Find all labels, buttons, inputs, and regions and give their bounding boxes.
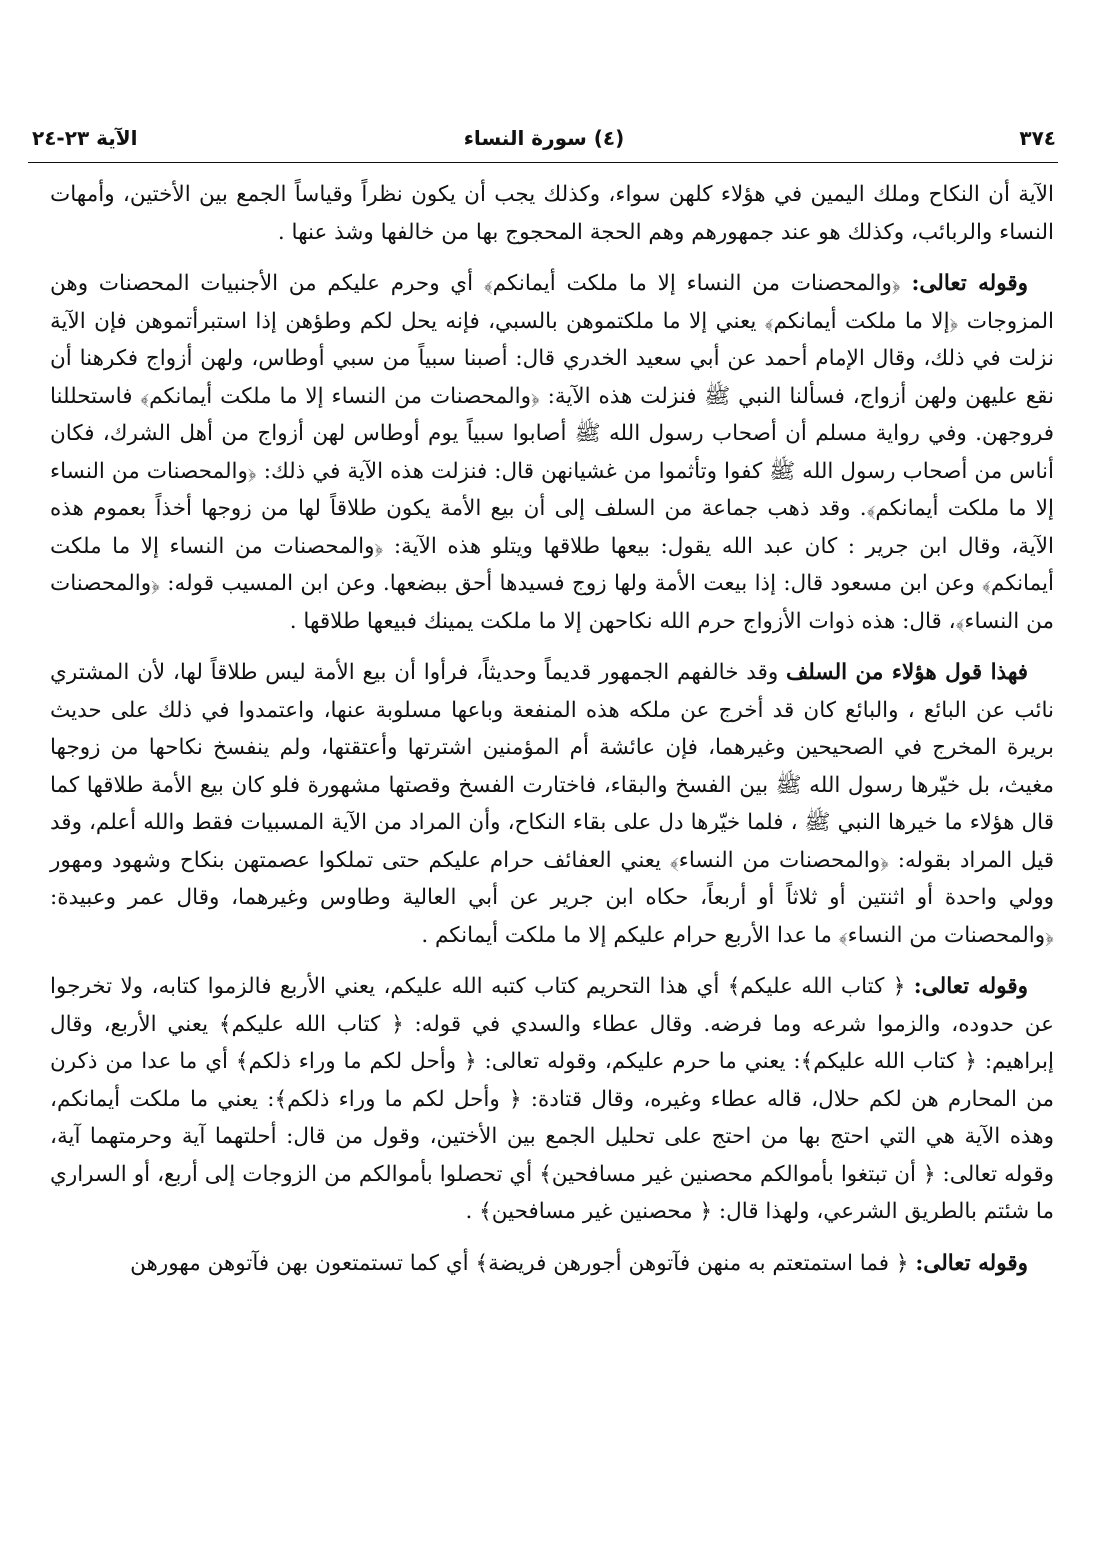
paragraph-5	[50, 1245, 1054, 1283]
paragraph-4-text: ﴿ كتاب الله عليكم﴾ أي هذا التحريم كتاب كتبه الله عليكم، يعني الأربع فالزموا كتابه، ولا تخرجوا عن حدوده، والزموا شرعه وما فرضه. وقال عطاء والسدي في قوله: ﴿ كتاب الله عليكم﴾ يعني الأربع، وقال إبراهيم: ﴿ كتاب الله عليكم﴾: يعني ما حرم عليكم، وقوله تعالى: ﴿ وأحل لكم ما وراء ذلكم﴾ أي ما عدا من ذكرن من المحارم هن لكم حلال، قاله عطاء وغيره، وقال قتادة: ﴿ وأحل لكم ما وراء ذلكم﴾: يعني ما ملكت أيمانكم، وهذه الآية هي التي احتج بها من احتج على تحليل الجمع بين الأختين، وقول من قال: أحلتهما آية وحرمتهما آية، وقوله تعالى: ﴿ أن تبتغوا بأموالكم محصنين غير مسافحين﴾ أي تحصلوا بأموالكم من الزوجات إلى أربع، أو السراري ما شئتم بالطريق الشرعي، ولهذا قال: ﴿ محصنين غير مسافحين﴾ .	[50, 974, 1054, 1224]
page-body	[50, 176, 1054, 1282]
paragraph-4-lead: وقوله تعالى:	[913, 974, 1028, 999]
paragraph-2	[50, 265, 1054, 640]
paragraph-2-text: ﴿والمحصنات من النساء إلا ما ملكت أيمانكم﴾ أي وحرم عليكم من الأجنبيات المحصنات وهن المزوجات ﴿إلا ما ملكت أيمانكم﴾ يعني إلا ما ملكتموهن بالسبي، فإنه يحل لكم وطؤهن إذا استبرأتموهن فإن الآية نزلت في ذلك، وقال الإمام أحمد عن أبي سعيد الخدري قال: أصبنا سبياً من سبي أوطاس، ولهن أزواج فكرهنا أن نقع عليهن ولهن أزواج، فسألنا النبي ﷺ فنزلت هذه الآية: ﴿والمحصنات من النساء إلا ما ملكت أيمانكم﴾ فاستحللنا فروجهن. وفي رواية مسلم أن أصحاب رسول الله ﷺ أصابوا سبياً يوم أوطاس لهن أزواج من أهل الشرك، فكان أناس من أصحاب رسول الله ﷺ كفوا وتأثموا من غشيانهن قال: فنزلت هذه الآية في ذلك: ﴿والمحصنات من النساء إلا ما ملكت أيمانكم﴾. وقد ذهب جماعة من السلف إلى أن بيع الأمة يكون طلاقاً لها من زوجها أخذاً بعموم هذه الآية، وقال ابن جرير : كان عبد الله يقول: بيعها طلاقها ويتلو هذه الآية: ﴿والمحصنات من النساء إلا ما ملكت أيمانكم﴾ وعن ابن مسعود قال: إذا بيعت الأمة ولها زوج فسيدها أحق ببضعها. وعن ابن المسيب قوله: ﴿والمحصنات من النساء﴾، قال: هذه ذوات الأزواج حرم الله نكاحهن إلا ما ملكت يمينك فبيعها طلاقها .	[50, 271, 1054, 634]
header-divider	[28, 162, 1058, 163]
surah-title: (٤) سورة النساء	[463, 126, 625, 150]
paragraph-1	[50, 176, 1054, 251]
paragraph-3-text: وقد خالفهم الجمهور قديماً وحديثاً، فرأوا أن بيع الأمة ليس طلاقاً لها، لأن المشتري نائب عن البائع ، والبائع كان قد أخرج عن ملكه هذه المنفعة وباعها مسلوبة عنها، واعتمدوا في ذلك على حديث بريرة المخرج في الصحيحين وغيرهما، فإن عائشة أم المؤمنين اشترتها وأعتقتها، ولم ينفسخ نكاحها من زوجها مغيث، بل خيّرها رسول الله ﷺ بين الفسخ والبقاء، فاختارت الفسخ وقصتها مشهورة فلو كان بيع الأمة طلاقها كما قال هؤلاء ما خيرها النبي ﷺ ، فلما خيّرها دل على بقاء النكاح، وأن المراد من الآية المسبيات فقط والله أعلم، وقد قيل المراد بقوله: ﴿والمحصنات من النساء﴾ يعني العفائف حرام عليكم حتى تملكوا عصمتهن بنكاح وشهود ومهور وولي واحدة أو اثنتين أو ثلاثاً أو أربعاً، حكاه ابن جرير عن أبي العالية وطاوس وغيرهما، وقال عمر وعبيدة: ﴿والمحصنات من النساء﴾ ما عدا الأربع حرام عليكم إلا ما ملكت أيمانكم .	[50, 660, 1054, 948]
page-number: ٣٧٤	[1019, 126, 1056, 150]
paragraph-5-text: ﴿ فما استمتعتم به منهن فآتوهن أجورهن فريضة﴾ أي كما تستمتعون بهن فآتوهن مهورهن	[130, 1250, 916, 1276]
verse-reference: الآية ٢٣-٢٤	[32, 126, 138, 150]
paragraph-1-text: الآية أن النكاح وملك اليمين في هؤلاء كلهن سواء، وكذلك يجب أن يكون نظراً وقياساً الجمع بين الأختين، وأمهات النساء والربائب، وكذلك هو عند جمهورهم وهم الحجة المحجوج بها من خالفها وشذ عنها .	[50, 182, 1054, 245]
running-header	[32, 120, 1056, 156]
paragraph-5-lead: وقوله تعالى:	[915, 1250, 1028, 1276]
paragraph-4	[50, 968, 1054, 1231]
paragraph-2-lead: وقوله تعالى:	[911, 271, 1028, 296]
paragraph-3	[50, 654, 1054, 954]
paragraph-3-lead: فهذا قول هؤلاء من السلف	[786, 660, 1029, 685]
